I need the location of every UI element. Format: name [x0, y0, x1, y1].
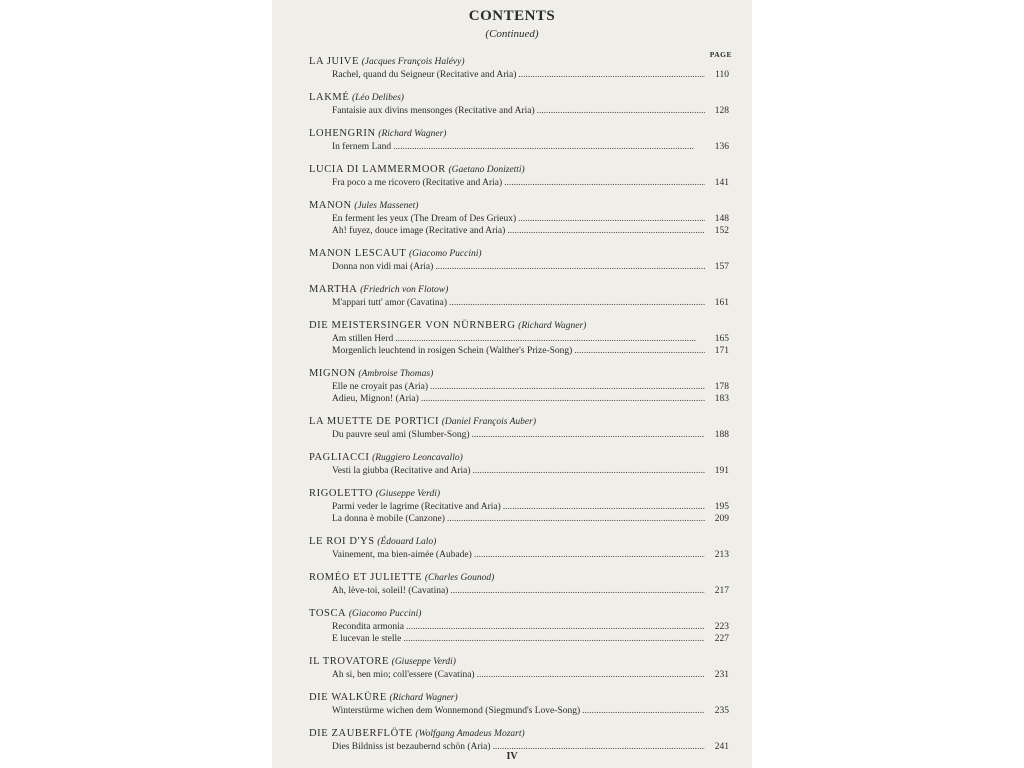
opera-heading [309, 415, 729, 429]
opera-title: TOSCA [309, 608, 347, 619]
dot-leader [430, 381, 705, 393]
composer-name: (Jacques François Halévy) [361, 57, 465, 67]
opera-heading [309, 199, 729, 213]
dot-leader [474, 549, 705, 561]
opera-heading [309, 319, 729, 333]
piece-row [309, 141, 729, 153]
piece-row [309, 669, 729, 681]
piece-page-number: 227 [714, 634, 729, 644]
opera-title: DIE ZAUBERFLÖTE [309, 728, 413, 739]
opera-title: LA MUETTE DE PORTICI [309, 416, 440, 427]
piece-row [309, 225, 729, 237]
piece-row [309, 333, 729, 345]
dot-leader [393, 141, 705, 153]
contents-entry [309, 55, 729, 81]
piece-page-number: 188 [714, 430, 729, 440]
composer-name: (Ruggiero Leoncavallo) [372, 453, 463, 463]
piece-row [309, 429, 729, 441]
opera-heading [309, 55, 729, 69]
opera-title: LOHENGRIN [309, 128, 376, 139]
composer-name: (Friedrich von Flotow) [360, 285, 449, 295]
opera-heading [309, 487, 729, 501]
contents-entry [309, 691, 729, 717]
dot-leader [507, 225, 705, 237]
contents-entry [309, 655, 729, 681]
page-subtitle: (Continued) [485, 28, 539, 40]
dot-leader [518, 213, 705, 225]
contents-entry [309, 727, 729, 753]
opera-heading [309, 91, 729, 105]
opera-title: MANON LESCAUT [309, 248, 407, 259]
piece-row [309, 69, 729, 81]
piece-page-number: 191 [714, 466, 729, 476]
piece-row [309, 501, 729, 513]
composer-name: (Jules Massenet) [354, 201, 419, 211]
opera-title: DIE WALKÜRE [309, 692, 387, 703]
dot-leader [518, 69, 705, 81]
contents-entry [309, 319, 729, 357]
opera-heading [309, 367, 729, 381]
opera-title: MARTHA [309, 284, 358, 295]
dot-leader [421, 393, 705, 405]
dot-leader [574, 345, 705, 357]
piece-row [309, 261, 729, 273]
piece-title: Adieu, Mignon! (Aria) [332, 394, 419, 404]
composer-name: (Richard Wagner) [518, 321, 587, 331]
contents-entry [309, 487, 729, 525]
contents-entry [309, 367, 729, 405]
piece-page-number: 209 [714, 514, 729, 524]
piece-page-number: 183 [714, 394, 729, 404]
piece-row [309, 465, 729, 477]
opera-title: RIGOLETTO [309, 488, 374, 499]
piece-title: M'appari tutt' amor (Cavatina) [332, 298, 448, 308]
piece-row [309, 213, 729, 225]
opera-title: LAKMÉ [309, 92, 350, 103]
dot-leader [582, 705, 705, 717]
opera-title: MANON [309, 200, 352, 211]
dot-leader [449, 297, 705, 309]
opera-title: LUCIA DI LAMMERMOOR [309, 164, 446, 175]
contents-entry [309, 535, 729, 561]
opera-heading [309, 655, 729, 669]
piece-row [309, 105, 729, 117]
piece-row [309, 393, 729, 405]
dot-leader [537, 105, 705, 117]
opera-heading [309, 127, 729, 141]
dot-leader [473, 465, 706, 477]
piece-title: Ah, lève-toi, soleil! (Cavatina) [332, 586, 449, 596]
dot-leader [450, 585, 705, 597]
piece-page-number: 213 [714, 550, 729, 560]
piece-title: Parmi veder le lagrime (Recitative and Aria) [332, 502, 501, 512]
contents-entry [309, 415, 729, 441]
opera-title: LA JUIVE [309, 56, 360, 67]
piece-page-number: 231 [714, 670, 729, 680]
dot-leader [435, 261, 705, 273]
piece-row [309, 345, 729, 357]
piece-page-number: 223 [714, 622, 729, 632]
composer-name: (Ambroise Thomas) [358, 369, 434, 379]
piece-title: La donna è mobile (Canzone) [332, 514, 445, 524]
piece-row [309, 549, 729, 561]
piece-page-number: 148 [714, 214, 729, 224]
piece-row [309, 633, 729, 645]
piece-page-number: 110 [715, 70, 729, 80]
piece-title: Fantaisie aux divins mensonges (Recitative and Aria) [332, 106, 535, 116]
piece-title: Vainement, ma bien-aimée (Aubade) [332, 550, 472, 560]
opera-heading [309, 607, 729, 621]
piece-row [309, 177, 729, 189]
piece-title: Dies Bildniss ist bezaubernd schön (Aria) [332, 742, 491, 752]
dot-leader [477, 669, 705, 681]
piece-title: Ah sì, ben mio; coll'essere (Cavatina) [332, 670, 475, 680]
dot-leader [503, 501, 705, 513]
dot-leader [395, 333, 705, 345]
contents-entry [309, 91, 729, 117]
composer-name: (Richard Wagner) [389, 693, 458, 703]
piece-page-number: 195 [714, 502, 729, 512]
page-column-header: PAGE [709, 50, 732, 59]
piece-row [309, 621, 729, 633]
composer-name: (Daniel François Auber) [441, 417, 536, 427]
page-number: IV [506, 751, 518, 762]
opera-title: ROMÉO ET JULIETTE [309, 572, 423, 583]
opera-title: PAGLIACCI [309, 452, 370, 463]
contents-entry [309, 571, 729, 597]
opera-heading [309, 535, 729, 549]
composer-name: (Giacomo Puccini) [408, 249, 482, 259]
composer-name: (Édouard Lalo) [377, 537, 437, 547]
contents-entry [309, 451, 729, 477]
piece-title: Fra poco a me ricovero (Recitative and Aria) [332, 178, 503, 188]
composer-name: (Richard Wagner) [378, 129, 447, 139]
dot-leader [403, 633, 705, 645]
piece-title: Winterstürme wichen dem Wonnemond (Siegmund's Love-Song) [332, 706, 581, 716]
contents-entry [309, 127, 729, 153]
opera-title: LE ROI D'YS [309, 536, 375, 547]
piece-row [309, 705, 729, 717]
piece-page-number: 161 [714, 298, 729, 308]
piece-title: En ferment les yeux (The Dream of Des Grieux) [332, 214, 517, 224]
piece-title: Du pauvre seul ami (Slumber-Song) [332, 430, 470, 440]
composer-name: (Giuseppe Verdi) [375, 489, 441, 499]
dot-leader [406, 621, 705, 633]
opera-heading [309, 691, 729, 705]
contents-entry [309, 199, 729, 237]
piece-page-number: 241 [714, 742, 729, 752]
opera-heading [309, 451, 729, 465]
piece-page-number: 152 [714, 226, 729, 236]
document-page [272, 0, 752, 768]
piece-page-number: 136 [714, 142, 729, 152]
contents-entry [309, 283, 729, 309]
piece-title: Am stillen Herd [332, 334, 394, 344]
piece-title: Rachel, quand du Seigneur (Recitative and Aria) [332, 70, 517, 80]
piece-title: E lucevan le stelle [332, 634, 402, 644]
contents-entry [309, 247, 729, 273]
dot-leader [504, 177, 705, 189]
composer-name: (Wolfgang Amadeus Mozart) [415, 729, 525, 739]
contents-entry [309, 607, 729, 645]
piece-page-number: 141 [714, 178, 729, 188]
dot-leader [472, 429, 705, 441]
piece-page-number: 178 [714, 382, 729, 392]
piece-row [309, 381, 729, 393]
composer-name: (Gaetano Donizetti) [448, 165, 525, 175]
piece-page-number: 128 [714, 106, 729, 116]
opera-heading [309, 727, 729, 741]
piece-page-number: 171 [714, 346, 729, 356]
contents-list [309, 55, 729, 763]
opera-title: DIE MEISTERSINGER VON NÜRNBERG [309, 320, 516, 331]
dot-leader [447, 513, 705, 525]
piece-title: Donna non vidi mai (Aria) [332, 262, 434, 272]
piece-title: Elle ne croyait pas (Aria) [332, 382, 429, 392]
piece-row [309, 297, 729, 309]
contents-entry [309, 163, 729, 189]
piece-page-number: 235 [714, 706, 729, 716]
piece-title: Recondita armonia [332, 622, 405, 632]
composer-name: (Léo Delibes) [351, 93, 404, 103]
piece-page-number: 217 [714, 586, 729, 596]
opera-heading [309, 571, 729, 585]
piece-title: Morgenlich leuchtend in rosigen Schein (Walther's Prize-Song) [332, 346, 573, 356]
piece-title: Vesti la giubba (Recitative and Aria) [332, 466, 471, 476]
opera-heading [309, 283, 729, 297]
opera-heading [309, 247, 729, 261]
composer-name: (Giuseppe Verdi) [391, 657, 456, 667]
piece-title: In fernem Land [332, 142, 392, 152]
piece-row [309, 513, 729, 525]
piece-row [309, 585, 729, 597]
composer-name: (Charles Gounod) [424, 573, 495, 583]
opera-heading [309, 163, 729, 177]
piece-page-number: 157 [714, 262, 729, 272]
piece-title: Ah! fuyez, douce image (Recitative and Aria) [332, 226, 506, 236]
opera-title: MIGNON [309, 368, 356, 379]
page-title: CONTENTS [468, 8, 556, 24]
piece-page-number: 165 [714, 334, 729, 344]
composer-name: (Giacomo Puccini) [348, 609, 422, 619]
opera-title: IL TROVATORE [309, 656, 390, 667]
